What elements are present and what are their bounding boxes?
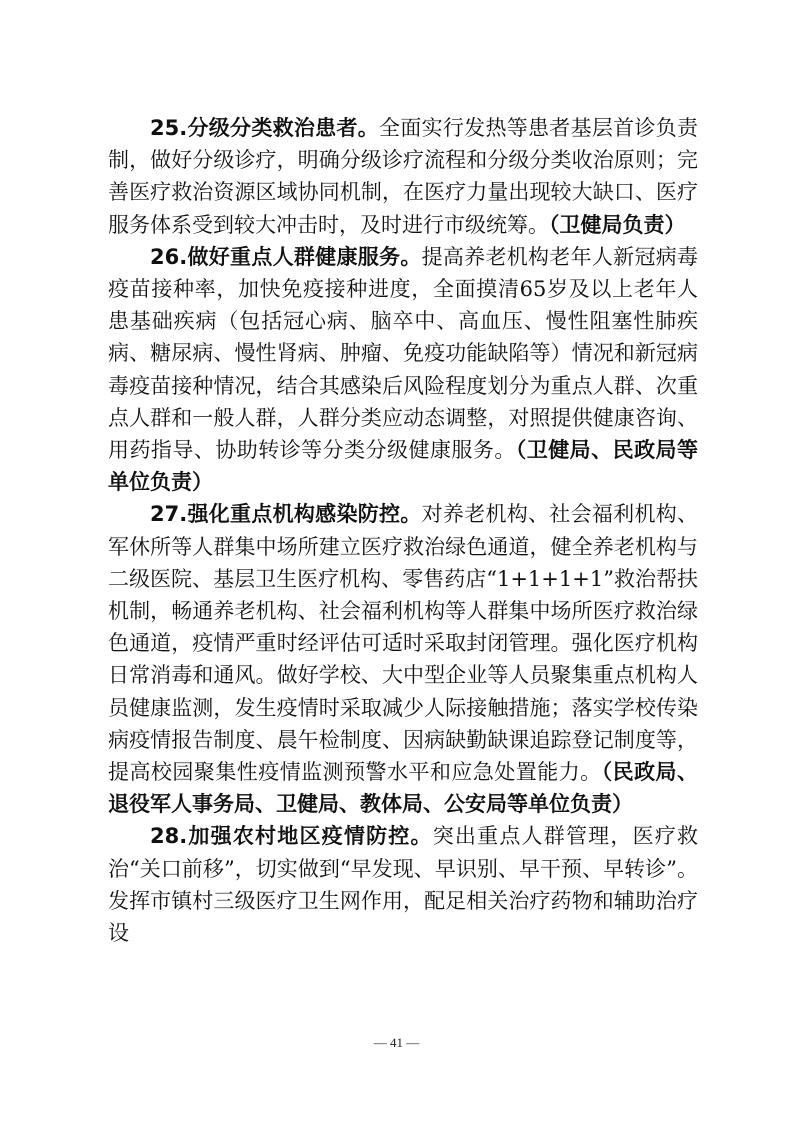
- responsible-units: （卫健局负责）: [549, 212, 686, 237]
- paragraph-28: [108, 820, 698, 949]
- paragraph-25: [108, 112, 698, 241]
- paragraph-heading: 27.强化重点机构感染防控。: [150, 502, 422, 527]
- paragraph-heading: 25.分级分类救治患者。: [150, 116, 380, 140]
- page-number: — 41 —: [373, 1035, 420, 1050]
- paragraph-body: 全面实行发热等患者基层首诊负责制，做好分级诊疗，明确分级诊疗流程和分级分类收治原则；完善医疗救治资源区域协同机制，在医疗力量出现较大缺口、医疗服务体系受到较大冲击时，及时进行市级统筹。: [108, 116, 699, 237]
- paragraph-body: 提高养老机构老年人新冠病毒疫苗接种率，加快免疫接种进度，全面摸清65岁及以上老年人患基础疾病（包括冠心病、脑卒中、高血压、慢性阻塞性肺疾病、糖尿病、慢性肾病、肿瘤、免疫功能缺陷等）情况和新冠病毒疫苗接种情况，结合其感染后风险程度划分为重点人群、次重点人群和一般人群，人群分类应动态调整，对照提供健康咨询、用药指导、协助转诊等分类分级健康服务。: [108, 244, 699, 463]
- paragraph-27: [108, 498, 698, 820]
- paragraph-heading: 28.加强农村地区疫情防控。: [150, 824, 433, 849]
- paragraph-body: 对养老机构、社会福利机构、军休所等人群集中场所建立医疗救治绿色通道，健全养老机构与二级医院、基层卫生医疗机构、零售药店“1+1+1+1”救治帮扶机制，畅通养老机构、社会福利机构等人群集中场所医疗救治绿色通道，疫情严重时经评估可适时采取封闭管理。强化医疗机构日常消毒和通风。做好学校、大中型企业等人员聚集重点机构人员健康监测，发生疫情时采取减少人际接触措施；落实学校传染病疫情报告制度、晨午检制度、因病缺勤缺课追踪登记制度等，提高校园聚集性疫情监测预警水平和应急处置能力。: [108, 502, 699, 785]
- responsible-units: （民政局、退役军人事务局、卫健局、教体局、公安局等单位负责）: [108, 760, 699, 817]
- document-page: [108, 112, 698, 949]
- paragraph-heading: 26.做好重点人群健康服务。: [150, 244, 422, 269]
- paragraph-body: 突出重点人群管理，医疗救治“关口前移”，切实做到“早发现、早识别、早干预、早转诊”。发挥市镇村三级医疗卫生网作用，配足相关治疗药物和辅助治疗设: [108, 824, 698, 946]
- responsible-units: （卫健局、民政局等单位负责）: [108, 438, 698, 495]
- paragraph-26: [108, 241, 698, 499]
